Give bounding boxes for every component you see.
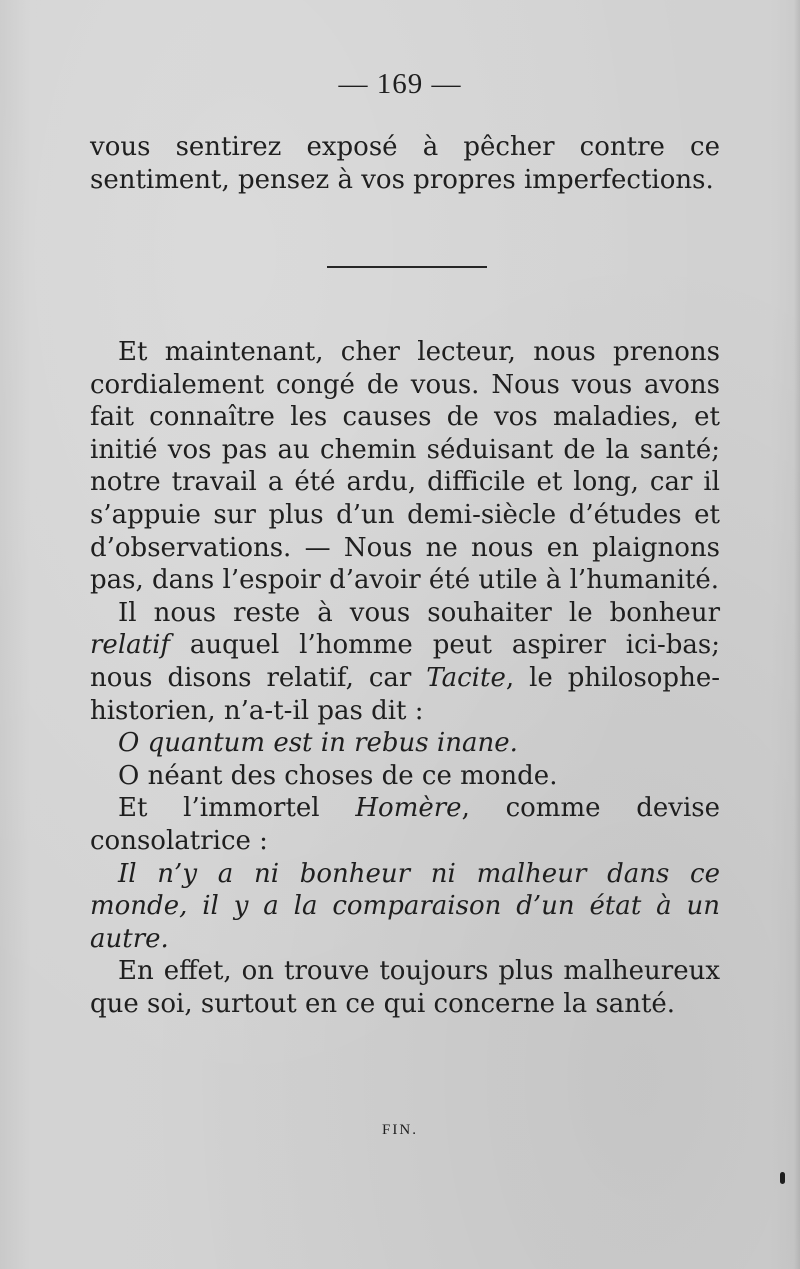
wish-text-part2: auquel l’homme peut aspirer ici-bas; nous disons relatif, car xyxy=(90,630,720,693)
closing-text xyxy=(90,336,720,1020)
final-paragraph: En effet, on trouve toujours plus malheureux que soi, surtout en ce qui concerne la santé. xyxy=(90,956,720,1019)
wish-paragraph xyxy=(90,597,720,727)
ink-speck xyxy=(780,1172,785,1184)
section-divider xyxy=(327,266,487,268)
intro-paragraph: vous sentirez exposé à pêcher contre ce sentiment, pensez à vos propres imperfections. xyxy=(90,132,720,195)
homer-quote: Il n’y a ni bonheur ni malheur dans ce monde, il y a la comparaison d’un état à un autre. xyxy=(90,858,720,954)
page-number: — 169 — xyxy=(338,68,462,100)
wish-text-part3: , le philosophe-historien, n’a-t-il pas dit : xyxy=(90,662,720,726)
wish-text-part1: Il nous reste à vous souhaiter le bonheur xyxy=(118,597,720,628)
tacite-name: Tacite xyxy=(426,662,506,693)
end-mark: FIN. xyxy=(382,1122,418,1138)
homere-name: Homère xyxy=(355,793,462,824)
homer-text-part2: , comme devise consolatrice : xyxy=(90,793,720,856)
intro-text xyxy=(90,131,720,196)
latin-quote: O quantum est in rebus inane. xyxy=(118,728,518,759)
closing-paragraph: Et maintenant, cher lecteur, nous prenons cordialement congé de vous. Nous vous avons fait connaître les causes de vos maladies, et initié vos pas au chemin séduisant de la santé; notre travail a été ardu, difficile et long, car il s’appuie sur plus d’un demi-siècle d’études et d’observations. — Nous ne nous en plaignons pas, dans l’espoir d’avoir été utile à l’humanité. xyxy=(90,337,720,596)
homer-text-part1: Et l’immortel xyxy=(118,793,356,824)
homer-line xyxy=(90,792,720,857)
relatif-emphasis: relatif xyxy=(90,630,171,661)
latin-translation: O néant des choses de ce monde. xyxy=(118,760,558,791)
page-edge-shadow xyxy=(794,0,800,1269)
